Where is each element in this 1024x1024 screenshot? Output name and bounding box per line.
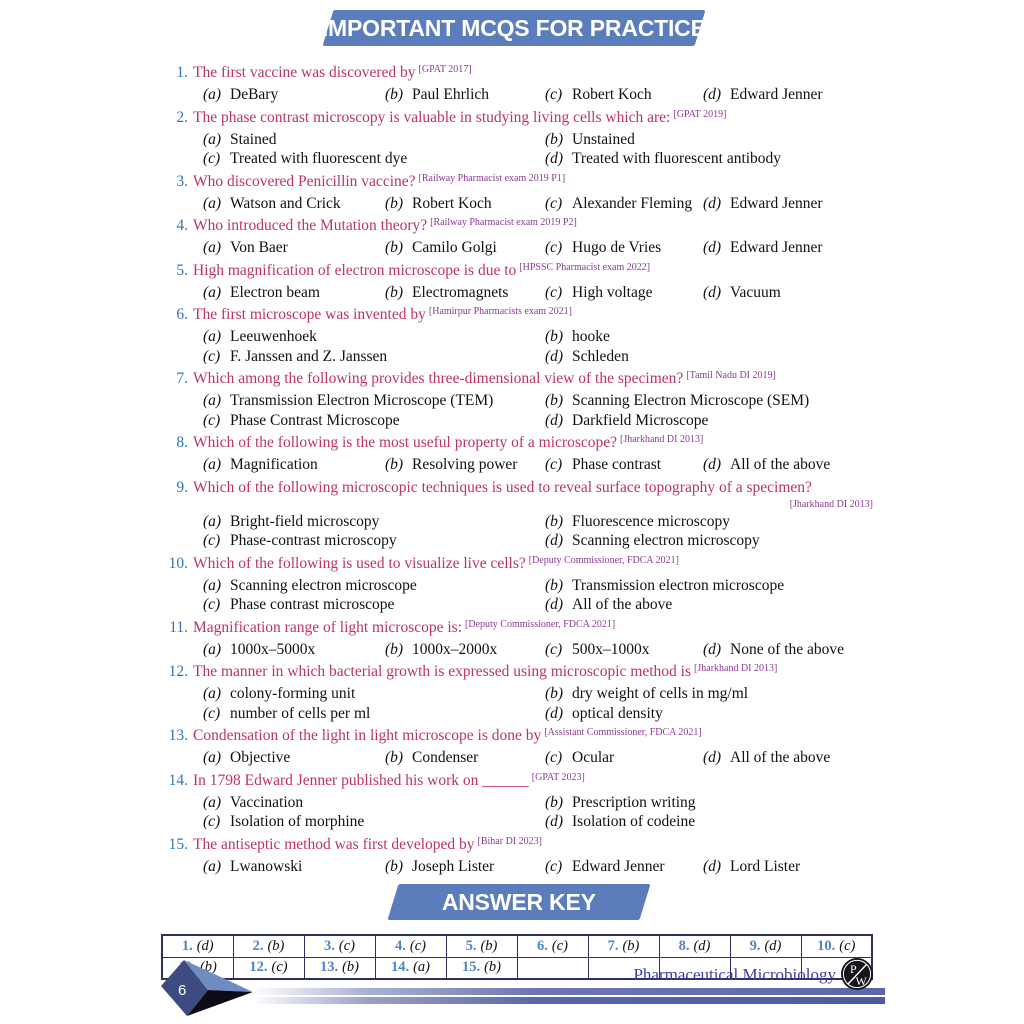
option-letter: (d) (703, 857, 722, 875)
option-c (203, 347, 545, 367)
page-number: 6 (178, 982, 187, 999)
option-text: Electron beam (230, 283, 320, 301)
option-c (545, 748, 703, 768)
option-text: dry weight of cells in mg/ml (572, 685, 749, 702)
answer-cell: 6. (c) (517, 935, 588, 957)
option-text: Lord Lister (730, 857, 801, 875)
option-letter: (d) (703, 456, 722, 473)
option-letter: (b) (545, 392, 564, 409)
option-c (203, 812, 545, 832)
question-text: Which among the following provides three-dimensional view of the specimen? [Tamil Nadu DI 2019] (193, 370, 776, 387)
option-text: Darkfield Microscope (572, 411, 709, 429)
option-text: Edward Jenner (730, 239, 823, 256)
option-letter: (d) (703, 283, 722, 301)
question-15 (160, 834, 875, 877)
option-letter: (d) (703, 194, 722, 212)
question-text: The antiseptic method was first developed by [Bihar DI 2023] (193, 835, 542, 853)
exam-tag: [Jharkhand DI 2013] (694, 663, 778, 674)
option-text: Scanning electron microscopy (572, 532, 760, 549)
option-b (385, 640, 545, 660)
option-letter: (a) (203, 392, 222, 409)
question-9 (160, 477, 875, 551)
option-a (203, 684, 545, 704)
question-number: 8. (176, 434, 188, 451)
question-text: High magnification of electron microscope is due to [HPSSC Pharmacist exam 2022] (193, 261, 651, 279)
option-letter: (c) (545, 239, 563, 256)
option-b (385, 283, 545, 303)
answer-cell: (b) (162, 957, 233, 979)
answer-cell: 5. (b) (446, 935, 517, 957)
option-c (203, 531, 545, 551)
option-d (545, 595, 875, 615)
option-b (545, 793, 875, 813)
question-7 (160, 368, 875, 430)
page-number-diamond (148, 954, 258, 1020)
options (203, 857, 875, 877)
option-text: Objective (230, 749, 291, 766)
option-a (203, 748, 385, 768)
answer-cell: 12. (c) (233, 957, 304, 979)
option-a (203, 130, 545, 150)
option-a (203, 512, 545, 532)
option-c (203, 704, 545, 724)
option-text: High voltage (572, 283, 653, 301)
exam-tag: [GPAT 2019] (673, 108, 727, 120)
question-1 (160, 62, 875, 105)
exam-tag: [Bihar DI 2023] (477, 835, 542, 847)
question-text: Magnification range of light microscope is: [Deputy Commissioner, FDCA 2021] (193, 618, 616, 636)
option-a (203, 640, 385, 660)
answer-cell: 15. (b) (446, 957, 517, 979)
option-letter: (a) (203, 328, 222, 345)
question-number: 9. (176, 478, 188, 496)
question-text: In 1798 Edward Jenner published his work on ______ [GPAT 2023] (193, 771, 585, 789)
option-c (545, 283, 703, 303)
option-a (203, 327, 545, 347)
exam-tag: [Railway Pharmacist exam 2019 P1] (418, 172, 566, 184)
question-text: Who introduced the Mutation theory? [Railway Pharmacist exam 2019 P2] (193, 217, 577, 234)
option-d (703, 857, 875, 877)
option-text: Phase contrast microscope (230, 596, 395, 613)
option-letter: (b) (385, 857, 404, 875)
option-d (703, 85, 875, 105)
option-c (545, 857, 703, 877)
option-letter: (c) (203, 532, 221, 549)
option-text: Vacuum (730, 283, 781, 301)
option-text: 500x–1000x (572, 640, 650, 658)
option-text: 1000x–2000x (412, 640, 498, 658)
option-b (545, 327, 875, 347)
option-text: 1000x–5000x (230, 640, 316, 658)
option-letter: (c) (545, 640, 563, 658)
answer-key-banner-label: ANSWER KEY (442, 888, 596, 915)
option-letter: (b) (385, 86, 404, 103)
option-letter: (d) (703, 86, 722, 103)
options (203, 327, 875, 366)
question-text: Which of the following microscopic techniques is used to reveal surface topography of a specimen? (193, 478, 812, 496)
option-c (545, 194, 703, 214)
option-letter: (c) (545, 456, 563, 473)
question-number: 12. (168, 663, 188, 680)
question-number: 14. (168, 771, 188, 789)
options (203, 576, 875, 615)
option-c (545, 238, 703, 258)
option-text: DeBary (230, 86, 279, 103)
option-text: Scanning Electron Microscope (SEM) (572, 392, 810, 409)
book-title: Pharmaceutical Microbiology (633, 965, 836, 984)
option-text: Fluorescence microscopy (572, 512, 730, 530)
option-letter: (a) (203, 685, 222, 702)
option-text: Hugo de Vries (572, 239, 662, 256)
option-text: Phase contrast (572, 456, 662, 473)
option-text: Transmission electron microscope (572, 576, 785, 594)
option-text: Treated with fluorescent dye (230, 150, 408, 167)
option-letter: (c) (545, 749, 563, 766)
option-text: Magnification (230, 456, 318, 473)
option-text: colony-forming unit (230, 685, 356, 702)
options (203, 512, 875, 551)
option-text: hooke (572, 328, 610, 345)
option-text: Camilo Golgi (412, 239, 497, 256)
option-d (703, 640, 875, 660)
option-d (545, 411, 875, 431)
option-a (203, 238, 385, 258)
option-letter: (c) (203, 347, 221, 365)
question-text: Which of the following is used to visualize live cells? [Deputy Commissioner, FDCA 2021] (193, 554, 679, 572)
option-d (703, 455, 875, 475)
option-letter: (d) (545, 411, 564, 429)
pw-logo-letter-p: P (850, 962, 857, 976)
option-letter: (b) (385, 239, 404, 256)
footer-rule-top (252, 988, 885, 995)
option-text: Lwanowski (230, 857, 303, 875)
option-b (385, 748, 545, 768)
answer-key-row-1 (162, 935, 872, 957)
exam-tag: [Hamirpur Pharmacists exam 2021] (428, 306, 572, 317)
question-number: 13. (168, 727, 188, 744)
option-letter: (d) (545, 347, 564, 365)
question-12 (160, 661, 875, 723)
option-letter: (a) (203, 512, 222, 530)
exam-tag: [Tamil Nadu DI 2019] (686, 370, 776, 381)
option-letter: (d) (703, 239, 722, 256)
option-text: Stained (230, 130, 277, 148)
options (203, 640, 875, 660)
question-text: The manner in which bacterial growth is expressed using microscopic method is [Jharkhand DI 2013] (193, 663, 778, 680)
option-d (703, 238, 875, 258)
option-d (545, 347, 875, 367)
option-text: optical density (572, 704, 663, 722)
option-b (545, 684, 875, 704)
options (203, 684, 875, 723)
option-text: Isolation of codeine (572, 813, 696, 830)
option-text: Phase-contrast microscopy (230, 532, 397, 549)
options (203, 748, 875, 768)
option-letter: (b) (545, 130, 564, 148)
answer-cell: 7. (b) (588, 935, 659, 957)
option-d (545, 531, 875, 551)
option-d (703, 283, 875, 303)
option-letter: (d) (545, 150, 564, 167)
option-text: number of cells per ml (230, 704, 371, 722)
option-b (385, 238, 545, 258)
practice-banner (322, 10, 705, 46)
option-letter: (a) (203, 130, 222, 148)
option-text: Paul Ehrlich (412, 86, 490, 103)
pw-logo (840, 957, 874, 991)
answer-key-banner (387, 884, 650, 920)
option-text: Robert Koch (572, 86, 652, 103)
option-text: Phase Contrast Microscope (230, 411, 400, 429)
question-number: 6. (176, 306, 188, 323)
option-text: Treated with fluorescent antibody (572, 150, 782, 167)
option-text: Watson and Crick (230, 194, 341, 212)
option-text: Resolving power (412, 456, 518, 473)
practice-banner-label: IMPORTANT MCQS FOR PRACTICE (322, 14, 706, 41)
question-number: 4. (176, 217, 188, 234)
option-a (203, 576, 545, 596)
option-a (203, 194, 385, 214)
answer-cell: 1. (d) (162, 935, 233, 957)
option-letter: (d) (545, 813, 564, 830)
question-number: 5. (176, 261, 188, 279)
option-text: Transmission Electron Microscope (TEM) (230, 392, 494, 409)
option-c (203, 595, 545, 615)
exam-tag: [GPAT 2023] (531, 771, 585, 783)
option-text: None of the above (730, 640, 845, 658)
option-text: Leeuwenhoek (230, 328, 317, 345)
option-letter: (c) (545, 283, 563, 301)
exam-tag: [HPSSC Pharmacist exam 2022] (519, 261, 651, 273)
option-text: Vaccination (230, 793, 304, 811)
pw-logo-letter-w: W (855, 974, 867, 988)
option-d (545, 704, 875, 724)
answer-cell (517, 957, 588, 979)
option-text: Alexander Fleming (572, 194, 693, 212)
option-text: Electromagnets (412, 283, 509, 301)
question-number: 2. (176, 108, 188, 126)
answer-cell: 13. (b) (304, 957, 375, 979)
answer-cell: 14. (a) (375, 957, 446, 979)
question-13 (160, 725, 875, 768)
option-text: Prescription writing (572, 793, 696, 811)
option-b (545, 512, 875, 532)
option-letter: (c) (203, 813, 221, 830)
option-c (545, 85, 703, 105)
option-letter: (c) (203, 596, 221, 613)
options (203, 85, 875, 105)
option-letter: (d) (545, 532, 564, 549)
option-text: Ocular (572, 749, 615, 766)
option-text: Unstained (572, 130, 635, 148)
option-letter: (d) (545, 704, 564, 722)
exam-tag: [Deputy Commissioner, FDCA 2021] (465, 618, 616, 630)
question-14 (160, 770, 875, 832)
option-letter: (d) (545, 596, 564, 613)
option-letter: (c) (545, 86, 563, 103)
option-letter: (c) (203, 704, 221, 722)
exam-tag: [Deputy Commissioner, FDCA 2021] (528, 554, 679, 566)
option-letter: (a) (203, 194, 222, 212)
exam-tag: [GPAT 2017] (418, 64, 472, 75)
option-letter: (a) (203, 86, 222, 103)
question-number: 11. (169, 618, 188, 636)
question-text: The phase contrast microscopy is valuable in studying living cells which are: [GPAT 2019] (193, 108, 727, 126)
question-number: 3. (176, 172, 188, 190)
option-letter: (d) (703, 749, 722, 766)
option-d (703, 748, 875, 768)
options (203, 391, 875, 430)
options (203, 455, 875, 475)
option-b (545, 391, 875, 411)
answer-cell: 9. (d) (730, 935, 801, 957)
option-letter: (a) (203, 283, 222, 301)
option-letter: (a) (203, 576, 222, 594)
answer-cell: 2. (b) (233, 935, 304, 957)
option-a (203, 857, 385, 877)
option-text: Condenser (412, 749, 479, 766)
question-list (160, 62, 875, 876)
options (203, 793, 875, 832)
option-c (203, 149, 545, 169)
option-letter: (b) (545, 576, 564, 594)
option-a (203, 391, 545, 411)
question-number: 1. (176, 64, 188, 81)
question-5 (160, 260, 875, 303)
option-text: Edward Jenner (730, 194, 823, 212)
option-letter: (b) (545, 793, 564, 811)
exam-tag: [Jharkhand DI 2013] (789, 498, 873, 510)
option-letter: (b) (545, 685, 564, 702)
options (203, 194, 875, 214)
options (203, 238, 875, 258)
option-b (545, 130, 875, 150)
options (203, 130, 875, 169)
option-letter: (b) (385, 749, 404, 766)
options (203, 283, 875, 303)
question-text: Who discovered Penicillin vaccine? [Railway Pharmacist exam 2019 P1] (193, 172, 566, 190)
option-text: Joseph Lister (412, 857, 495, 875)
option-b (385, 194, 545, 214)
option-b (385, 455, 545, 475)
option-b (385, 85, 545, 105)
option-letter: (b) (385, 456, 404, 473)
option-letter: (a) (203, 239, 222, 256)
question-3 (160, 171, 875, 214)
option-d (545, 149, 875, 169)
option-d (545, 812, 875, 832)
option-b (545, 576, 875, 596)
option-letter: (a) (203, 793, 222, 811)
option-letter: (c) (545, 857, 563, 875)
question-text: Condensation of the light in light microscope is done by [Assistant Commissioner, FDCA 2021] (193, 727, 702, 744)
question-number: 10. (168, 554, 188, 572)
question-number: 15. (168, 835, 188, 853)
option-text: Scanning electron microscope (230, 576, 417, 594)
exam-tag: [Railway Pharmacist exam 2019 P2] (430, 217, 577, 228)
answer-cell: 4. (c) (375, 935, 446, 957)
question-number: 7. (176, 370, 188, 387)
option-letter: (d) (703, 640, 722, 658)
option-text: Edward Jenner (730, 86, 823, 103)
option-text: Von Baer (230, 239, 288, 256)
option-c (203, 411, 545, 431)
option-letter: (b) (545, 328, 564, 345)
answer-cell: 10. (c) (801, 935, 872, 957)
option-text: Isolation of morphine (230, 813, 365, 830)
question-11 (160, 617, 875, 660)
option-text: Schleden (572, 347, 629, 365)
option-letter: (b) (385, 283, 404, 301)
answer-cell: 8. (d) (659, 935, 730, 957)
question-8 (160, 432, 875, 475)
question-text: The first vaccine was discovered by [GPAT 2017] (193, 64, 472, 81)
option-letter: (c) (545, 194, 563, 212)
option-text: F. Janssen and Z. Janssen (230, 347, 388, 365)
footer-rule-bottom (252, 997, 885, 1004)
option-letter: (a) (203, 456, 222, 473)
option-a (203, 85, 385, 105)
question-4 (160, 215, 875, 258)
option-a (203, 283, 385, 303)
option-a (203, 455, 385, 475)
option-letter: (b) (385, 640, 404, 658)
option-b (385, 857, 545, 877)
option-c (545, 640, 703, 660)
option-text: All of the above (730, 456, 831, 473)
question-text: Which of the following is the most useful property of a microscope? [Jharkhand DI 2013] (193, 434, 704, 451)
question-10 (160, 553, 875, 615)
option-text: Edward Jenner (572, 857, 665, 875)
option-text: Robert Koch (412, 194, 492, 212)
option-a (203, 793, 545, 813)
option-letter: (a) (203, 749, 222, 766)
option-letter: (a) (203, 857, 222, 875)
exam-tag: [Assistant Commissioner, FDCA 2021] (544, 727, 702, 738)
option-c (545, 455, 703, 475)
answer-cell: 3. (c) (304, 935, 375, 957)
option-letter: (c) (203, 150, 221, 167)
option-letter: (b) (545, 512, 564, 530)
exam-tag: [Jharkhand DI 2013] (620, 434, 704, 445)
question-text: The first microscope was invented by [Hamirpur Pharmacists exam 2021] (193, 306, 572, 323)
option-text: Bright-field microscopy (230, 512, 380, 530)
option-letter: (c) (203, 411, 221, 429)
option-letter: (b) (385, 194, 404, 212)
option-d (703, 194, 875, 214)
page-content (160, 10, 875, 980)
question-6 (160, 304, 875, 366)
option-text: All of the above (572, 596, 673, 613)
question-2 (160, 107, 875, 169)
option-text: All of the above (730, 749, 831, 766)
option-letter: (a) (203, 640, 222, 658)
